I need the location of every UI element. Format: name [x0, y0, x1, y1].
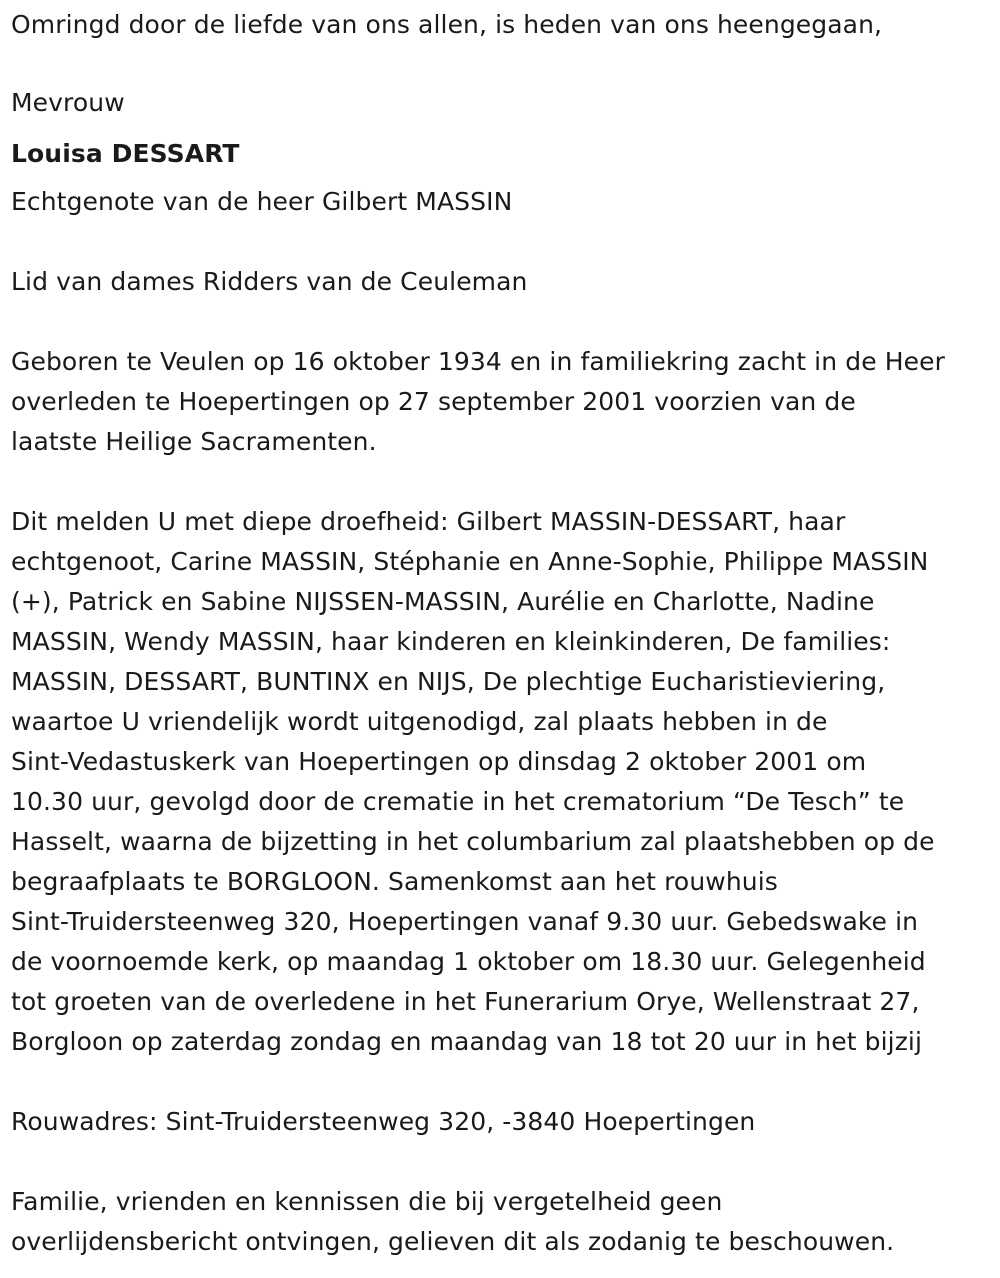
- paragraph-line: Sint-Truidersteenweg 320, Hoepertingen vanaf 9.30 uur. Gebedswake in: [11, 907, 919, 936]
- paragraph-line: Dit melden U met diepe droefheid: Gilbert MASSIN-DESSART, haar: [11, 507, 846, 536]
- paragraph-line: begraafplaats te BORGLOON. Samenkomst aan het rouwhuis: [11, 867, 778, 896]
- paragraph-line: waartoe U vriendelijk wordt uitgenodigd, zal plaats hebben in de: [11, 707, 828, 736]
- spacer: [11, 1142, 1000, 1182]
- spacer: [11, 46, 1000, 80]
- paragraph-line: overleden te Hoepertingen op 27 september 2001 voorzien van de: [11, 387, 856, 416]
- paragraph-line: (+), Patrick en Sabine NIJSSEN-MASSIN, Aurélie en Charlotte, Nadine: [11, 587, 875, 616]
- paragraph-line: Hasselt, waarna de bijzetting in het columbarium zal plaatshebben op de: [11, 827, 935, 856]
- spouse-line: Echtgenote van de heer Gilbert MASSIN: [11, 187, 513, 216]
- paragraph-line: de voornoemde kerk, op maandag 1 oktober om 18.30 uur. Gelegenheid: [11, 947, 926, 976]
- closing-paragraph: [11, 1182, 1000, 1262]
- spacer: [11, 302, 1000, 342]
- paragraph-line: Familie, vrienden en kennissen die bij vergetelheid geen: [11, 1187, 723, 1216]
- paragraph-line: echtgenoot, Carine MASSIN, Stéphanie en Anne-Sophie, Philippe MASSIN: [11, 547, 929, 576]
- address-line: Rouwadres: Sint-Truidersteenweg 320, -3840 Hoepertingen: [11, 1107, 756, 1136]
- announcement-paragraph: [11, 502, 1000, 1062]
- birth-death-paragraph: [11, 342, 1000, 462]
- spacer: [11, 222, 1000, 262]
- paragraph-line: MASSIN, DESSART, BUNTINX en NIJS, De plechtige Eucharistieviering,: [11, 667, 886, 696]
- deceased-name: Louisa DESSART: [11, 139, 240, 168]
- paragraph-line: Geboren te Veulen op 16 oktober 1934 en in familiekring zacht in de Heer: [11, 347, 945, 376]
- paragraph-line: laatste Heilige Sacramenten.: [11, 427, 377, 456]
- paragraph-line: Sint-Vedastuskerk van Hoepertingen op dinsdag 2 oktober 2001 om: [11, 747, 867, 776]
- paragraph-line: tot groeten van de overledene in het Funerarium Orye, Wellenstraat 27,: [11, 987, 920, 1016]
- paragraph-line: overlijdensbericht ontvingen, gelieven dit als zodanig te beschouwen.: [11, 1227, 895, 1256]
- paragraph-line: Borgloon op zaterdag zondag en maandag van 18 tot 20 uur in het bijzij: [11, 1027, 923, 1056]
- paragraph-line: 10.30 uur, gevolgd door de crematie in het crematorium “De Tesch” te: [11, 787, 905, 816]
- spacer: [11, 1062, 1000, 1102]
- membership-line: Lid van dames Ridders van de Ceuleman: [11, 267, 528, 296]
- salutation: Mevrouw: [11, 88, 125, 117]
- spacer: [11, 462, 1000, 502]
- paragraph-line: MASSIN, Wendy MASSIN, haar kinderen en kleinkinderen, De families:: [11, 627, 891, 656]
- intro-line: Omringd door de liefde van ons allen, is heden van ons heengegaan,: [11, 10, 883, 39]
